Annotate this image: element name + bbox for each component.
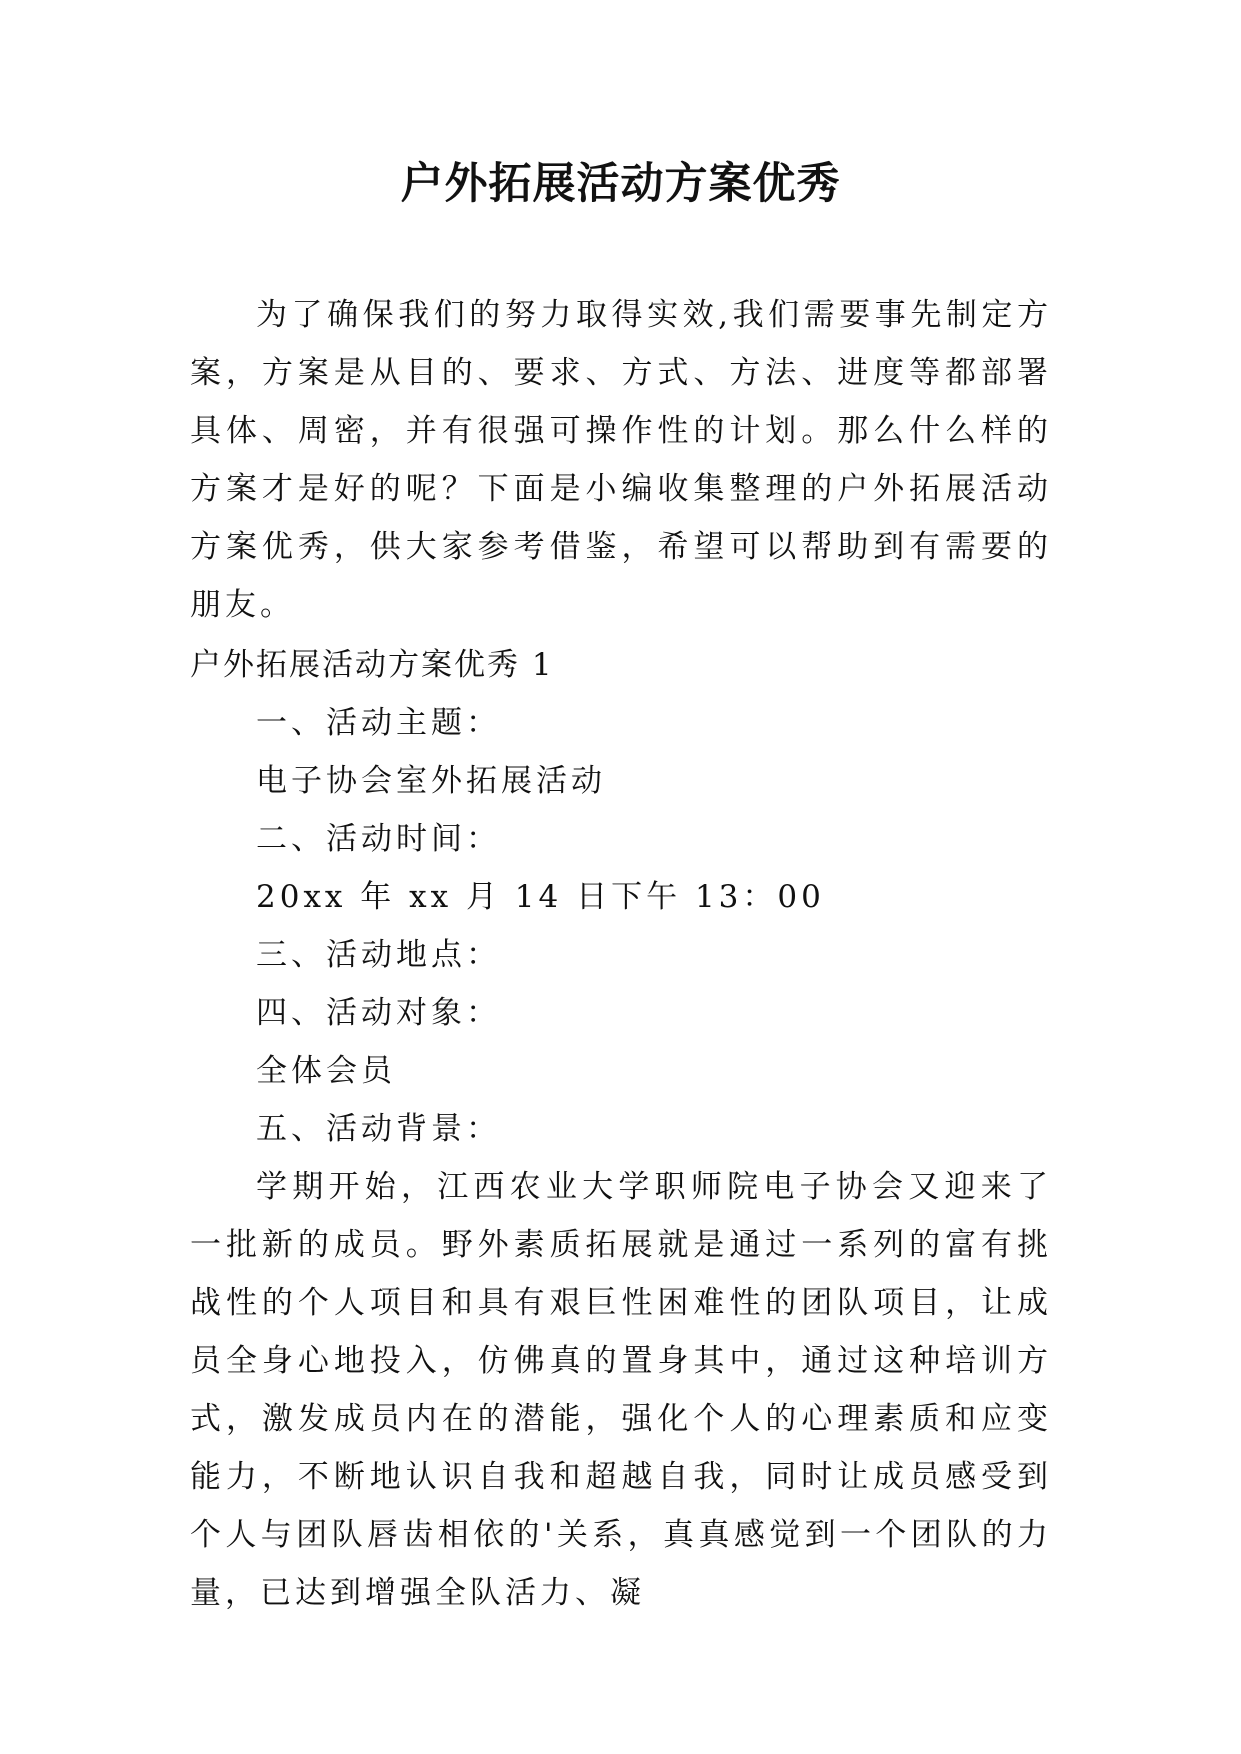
- activity-time-heading: 二、活动时间：: [256, 821, 501, 857]
- activity-theme-heading: 一、活动主题：: [256, 705, 501, 741]
- intro-paragraph: 为了确保我们的努力取得实效,我们需要事先制定方案，方案是从目的、要求、方式、方法、进度等都部署具体、周密，并有很强可操作性的计划。那么什么样的方案才是好的呢？下面是小编收集整理的户外拓展活动方案优秀，供大家参考借鉴，希望可以帮助到有需要的朋友。: [190, 297, 1052, 623]
- document-title: 户外拓展活动方案优秀: [400, 159, 841, 209]
- activity-time-value: 20xx 年 xx 月 14 日下午 13：00: [256, 879, 825, 915]
- activity-background-heading: 五、活动背景：: [256, 1111, 501, 1147]
- background-paragraph: 学期开始，江西农业大学职师院电子协会又迎来了一批新的成员。野外素质拓展就是通过一系列的富有挑战性的个人项目和具有艰巨性困难性的团队项目，让成员全身心地投入，仿佛真的置身其中，通过这种培训方式，激发成员内在的潜能，强化个人的心理素质和应变能力，不断地认识自我和超越自我，同时让成员感受到个人与团队唇齿相依的'关系，真真感觉到一个团队的力量，已达到增强全队活力、凝: [190, 1169, 1052, 1611]
- activity-theme-value: 电子协会室外拓展活动: [256, 763, 606, 799]
- activity-location-heading: 三、活动地点：: [256, 937, 501, 973]
- activity-target-value: 全体会员: [256, 1053, 396, 1089]
- section-heading: 户外拓展活动方案优秀 1: [190, 647, 554, 683]
- activity-target-heading: 四、活动对象：: [256, 995, 501, 1031]
